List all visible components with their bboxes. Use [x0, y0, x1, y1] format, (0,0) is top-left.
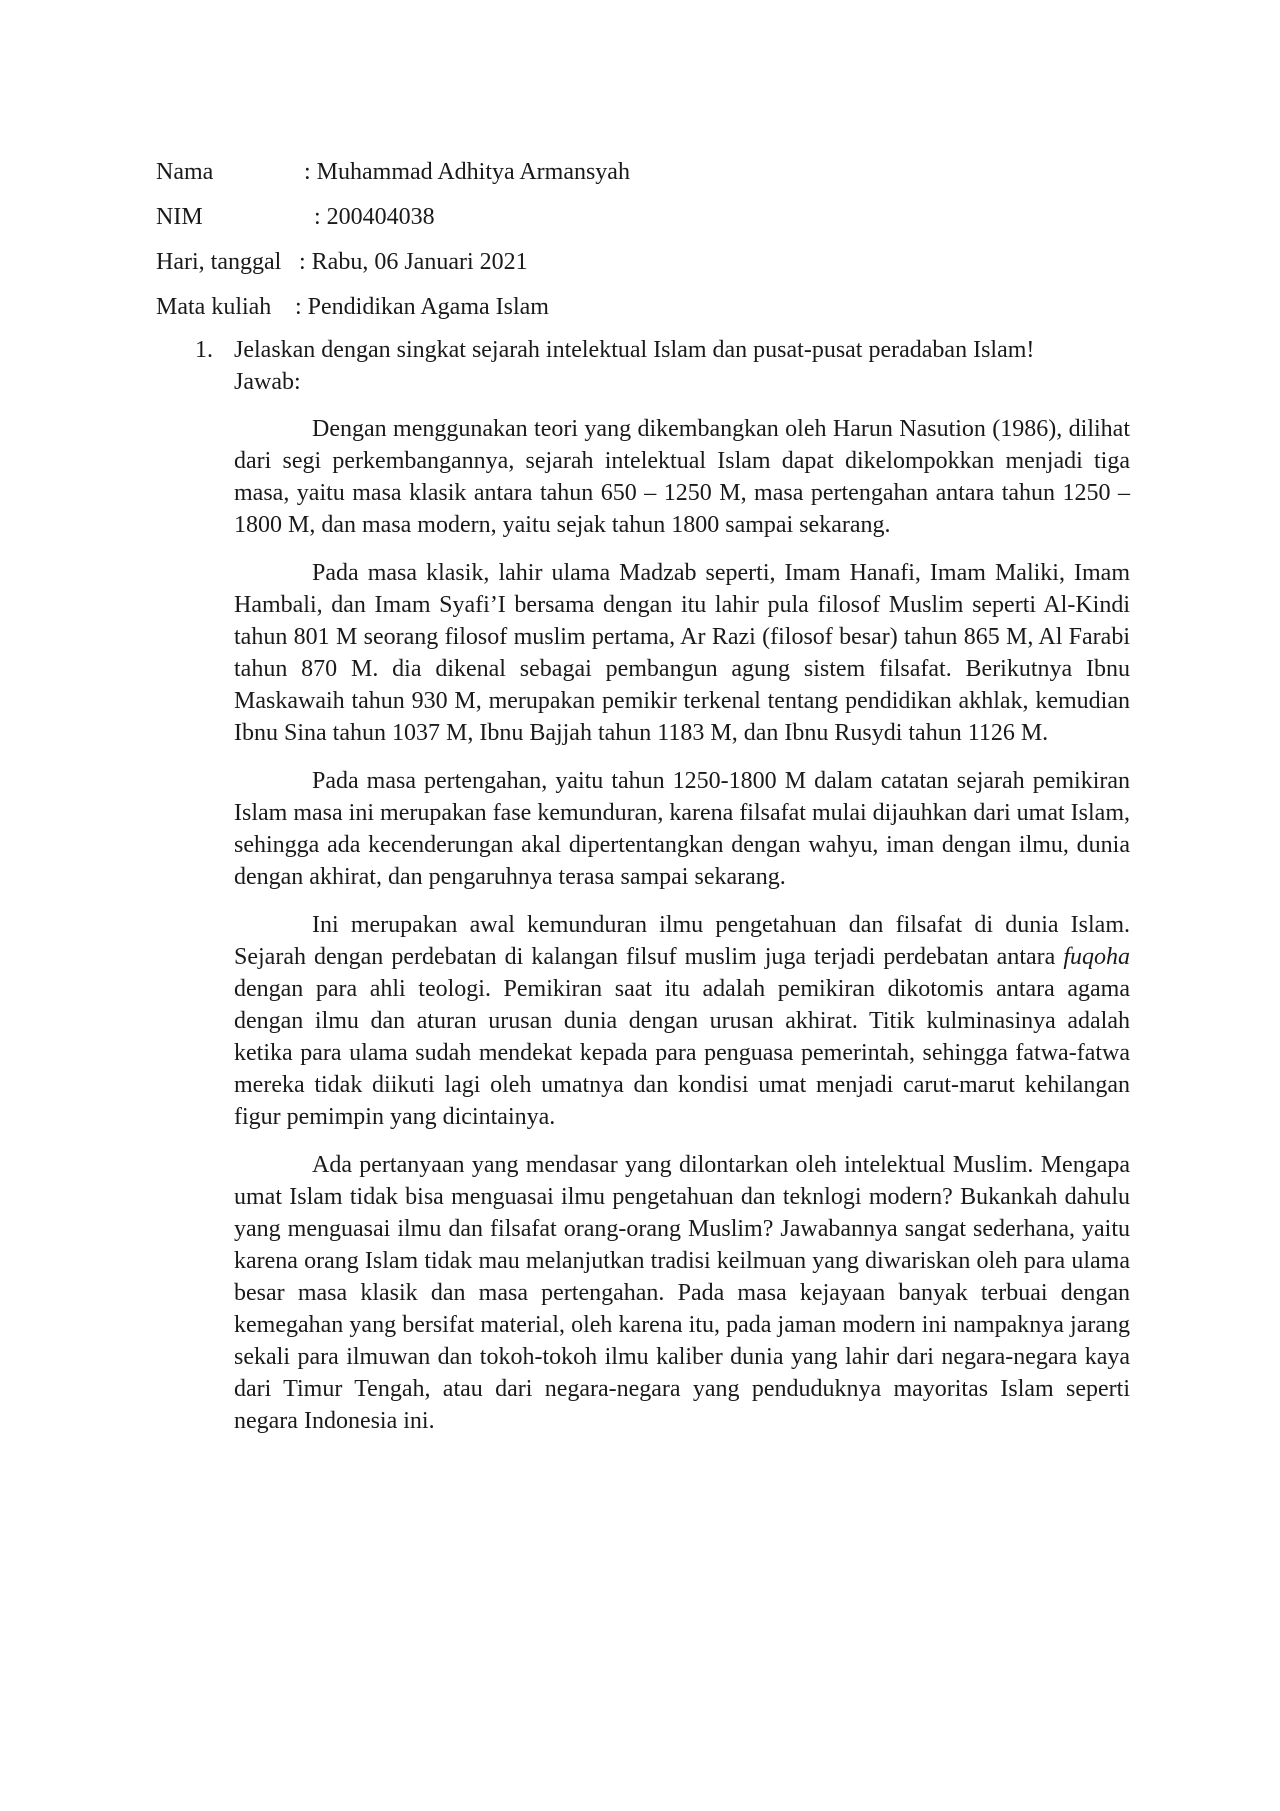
mata-kuliah-value: : Pendidikan Agama Islam — [295, 294, 549, 320]
paragraph-3: Pada masa pertengahan, yaitu tahun 1250-1800 M dalam catatan sejarah pemikiran Islam masa ini merupakan fase kemunduran, karena filsafat mulai dijauhkan dari umat Islam, sehingga ada kecenderungan akal dipertentangkan dengan wahyu, iman dengan ilmu, dunia dengan akhirat, dan pengaruhnya terasa sampai sekarang. — [234, 768, 1130, 890]
nama-value: : Muhammad Adhitya Armansyah — [304, 159, 630, 185]
answer-label: Jawab: — [234, 369, 301, 395]
paragraph-5: Ada pertanyaan yang mendasar yang dilontarkan oleh intelektual Muslim. Mengapa umat Islam tidak bisa menguasai ilmu pengetahuan dan teknlogi modern? Bukankah dahulu yang menguasai ilmu dan filsafat orang-orang Muslim? Jawabannya sangat sederhana, yaitu karena orang Islam tidak mau melanjutkan tradisi keilmuan yang diwariskan oleh para ulama besar masa klasik dan masa pertengahan. Pada masa kejayaan banyak terbuai dengan kemegahan yang bersifat material, oleh karena itu, pada jaman modern ini nampaknya jarang sekali para ilmuwan dan tokoh-tokoh ilmu kaliber dunia yang lahir dari negara-negara kaya dari Timur Tengah, atau dari negara-negara yang penduduknya mayoritas Islam seperti negara Indonesia ini. — [234, 1152, 1130, 1434]
question-number: 1. — [195, 337, 213, 363]
nim-value: : 200404038 — [314, 204, 435, 230]
paragraph-4-part-2: dengan para ahli teologi. Pemikiran saat itu adalah pemikiran dikotomis antara agama dengan ilmu dan aturan urusan dunia dengan urusan akhirat. Titik kulminasinya adalah ketika para ulama sudah mendekat kepada para penguasa pemerintah, sehingga fatwa-fatwa mereka tidak diikuti lagi oleh umatnya dan kondisi umat menjadi carut-marut kehilangan figur pemimpin yang dicintainya. — [234, 976, 1130, 1130]
mata-kuliah-label: Mata kuliah — [156, 294, 272, 320]
hari-tanggal-value: : Rabu, 06 Januari 2021 — [299, 249, 528, 275]
nim-label: NIM — [156, 204, 203, 230]
paragraph-1: Dengan menggunakan teori yang dikembangkan oleh Harun Nasution (1986), dilihat dari segi perkembangannya, sejarah intelektual Islam dapat dikelompokkan menjadi tiga masa, yaitu masa klasik antara tahun 650 – 1250 M, masa pertengahan antara tahun 1250 – 1800 M, dan masa modern, yaitu sejak tahun 1800 sampai sekarang. — [234, 416, 1130, 538]
hari-tanggal-row — [156, 244, 1116, 289]
paragraph-2: Pada masa klasik, lahir ulama Madzab seperti, Imam Hanafi, Imam Maliki, Imam Hambali, dan Imam Syafi’I bersama dengan itu lahir pula filosof Muslim seperti Al-Kindi tahun 801 M seorang filosof muslim pertama, Ar Razi (filosof besar) tahun 865 M, Al Farabi tahun 870 M. dia dikenal sebagai pembangun agung sistem filsafat. Berikutnya Ibnu Maskawaih tahun 930 M, merupakan pemikir terkenal tentang pendidikan akhlak, kemudian Ibnu Sina tahun 1037 M, Ibnu Bajjah tahun 1183 M, dan Ibnu Rusydi tahun 1126 M. — [234, 560, 1130, 746]
nama-label: Nama — [156, 159, 214, 185]
paragraph-4 — [234, 909, 1130, 1133]
hari-tanggal-label: Hari, tanggal — [156, 249, 282, 275]
nim-row — [156, 199, 1116, 244]
nama-row — [156, 154, 1116, 199]
fuqoha-term: fuqoha — [1063, 944, 1130, 970]
paragraph-4-part-1: Ini merupakan awal kemunduran ilmu pengetahuan dan filsafat di dunia Islam. Sejarah dengan perdebatan di kalangan filsuf muslim juga terjadi perdebatan antara — [234, 912, 1130, 970]
mata-kuliah-row — [156, 289, 1116, 334]
question-text: Jelaskan dengan singkat sejarah intelektual Islam dan pusat-pusat peradaban Islam! — [234, 337, 1035, 363]
student-info-header — [156, 154, 1116, 334]
answer-body — [234, 413, 1130, 1453]
